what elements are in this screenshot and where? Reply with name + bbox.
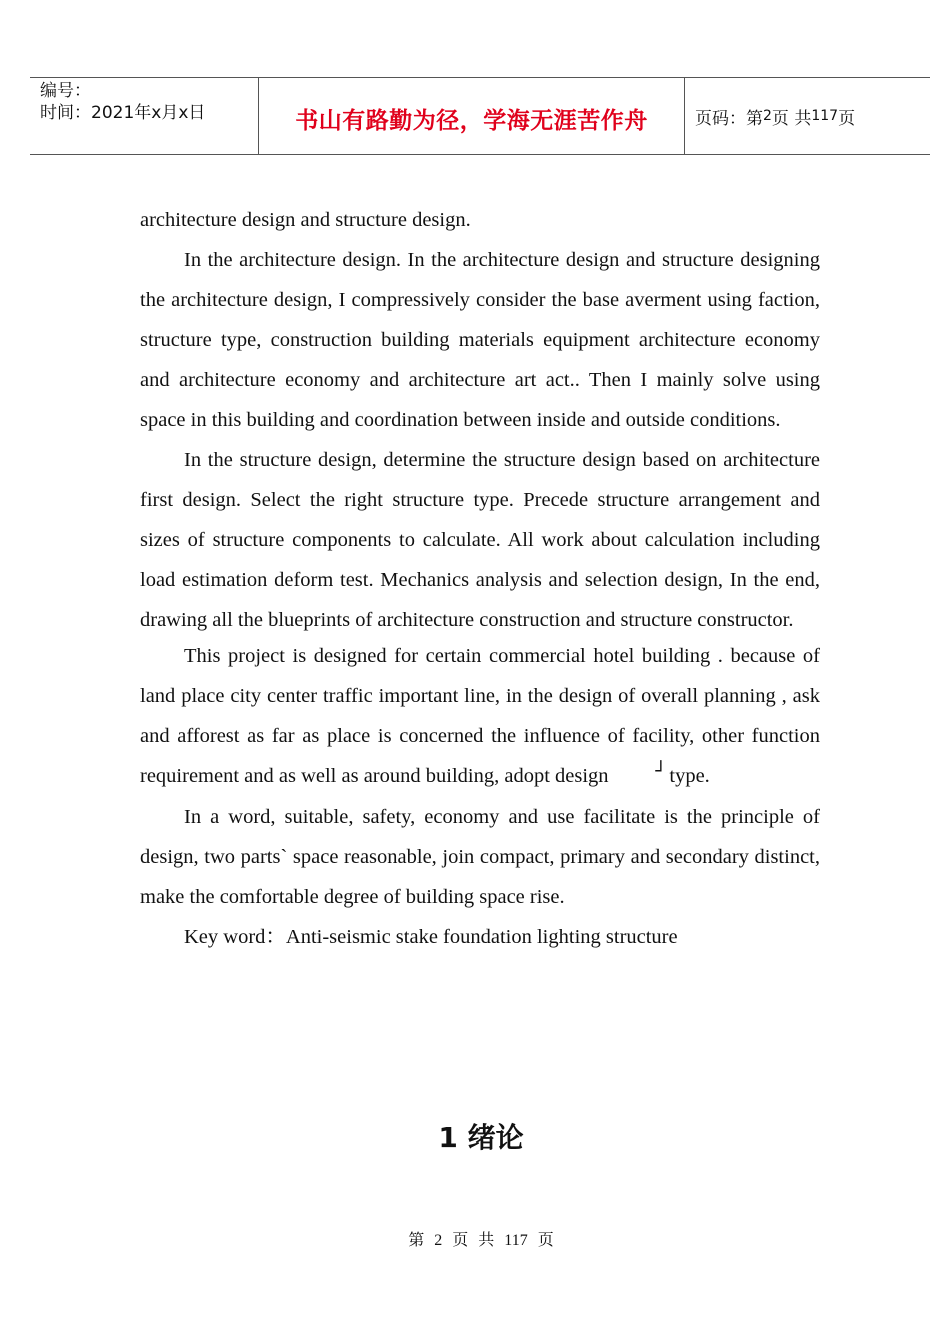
- paragraph-4-start: This project is designed for certain commercial hotel building . because of land place city center traffic important line, in the design of overall planning , ask and afforest as far as place is concerned the influence of facility, other function requirement and as well as around building, adopt design: [140, 645, 820, 787]
- paragraph-4: [140, 636, 820, 797]
- paragraph-3: In the structure design, determine the structure design based on architecture first design. Select the right structure type. Precede structure arrangement and sizes of structure components to calculate. All work about calculation including load estimation deform test. Mechanics analysis and selection design, In the end, drawing all the blueprints of architecture construction and structure constructor.: [140, 449, 820, 631]
- document-header: [30, 77, 930, 155]
- number-label: 编号：: [40, 81, 91, 101]
- paragraph-2: In the architecture design. In the architecture design and structure designing the architecture design, I compressively consider the base averment using faction, structure type, construction building materials equipment architecture economy and architecture economy and architecture art act.. Then I mainly solve using space in this building and coordination between inside and outside conditions.: [140, 249, 820, 431]
- corner-mark-glyph: ┘: [655, 761, 667, 782]
- paragraph-4-end: type.: [669, 765, 710, 787]
- chapter-heading: 1 绪论: [438, 1121, 524, 1154]
- header-motto-cell: [259, 78, 685, 154]
- time-label: 时间：2021年x月x日: [40, 103, 206, 123]
- paragraph-1: architecture design and structure design.: [140, 209, 471, 231]
- page-footer: 第 2 页 共 117 页: [408, 1232, 554, 1249]
- header-meta-cell: [30, 78, 259, 154]
- page-current: 2: [763, 108, 772, 124]
- paragraph-5: In a word, suitable, safety, economy and use facilitate is the principle of design, two parts` space reasonable, join compact, primary and secondary distinct, make the comfortable degree of building space rise.: [140, 806, 820, 908]
- page-prefix: 页码：第: [695, 108, 763, 129]
- body-text: [140, 200, 820, 957]
- keywords-paragraph: Key word：Anti-seismic stake foundation lighting structure: [184, 926, 678, 948]
- page-suffix: 页: [838, 108, 856, 129]
- motto-text: 书山有路勤为径，学海无涯苦作舟: [295, 107, 648, 134]
- page-mid: 页 共: [771, 108, 812, 129]
- page-total: 117: [811, 108, 839, 124]
- header-page-cell: [685, 78, 930, 154]
